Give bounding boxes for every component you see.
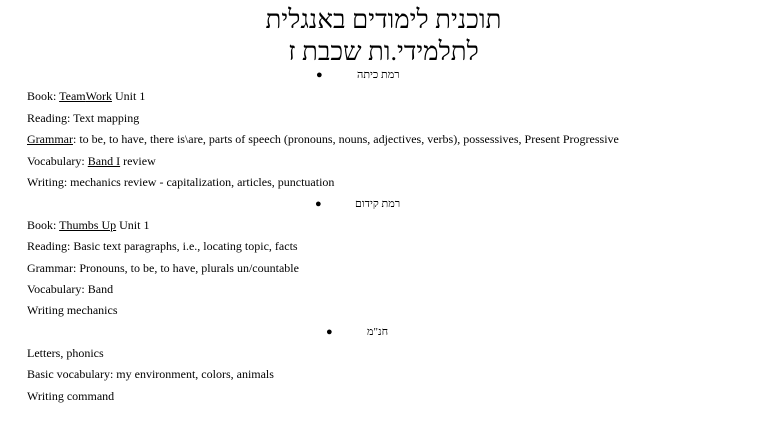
book-line: Book: TeamWork Unit 1 (27, 89, 146, 103)
reading-line: Reading: Text mapping (27, 111, 140, 125)
bullet-icon: ● (326, 326, 333, 338)
grammar-line: Grammar: to be, to have, there is\are, parts of speech (pronouns, nouns, adjectives, verbs), possessives, Present Progressive (27, 132, 619, 146)
writing-line: Writing command (27, 389, 115, 403)
section-level-label: רמת קידום (355, 198, 401, 210)
reading-line: Reading: Basic text paragraphs, i.e., locating topic, facts (27, 239, 298, 253)
letters-line: Letters, phonics (27, 346, 104, 360)
page-title-line-2: לתלמידי.ות שכבת ז (288, 37, 479, 66)
section-heading-1 (316, 67, 406, 83)
book-title: Thumbs Up (59, 218, 117, 232)
vocabulary-band: Band I (87, 154, 121, 168)
writing-line: Writing mechanics (27, 303, 118, 317)
vocabulary-line: Basic vocabulary: my environment, colors, animals (27, 367, 274, 381)
vocabulary-line: Vocabulary: Band I review (27, 154, 156, 168)
section-level-label: רמת כיתה (357, 69, 400, 81)
writing-line: Writing: mechanics review - capitalization, articles, punctuation (27, 175, 335, 189)
vocabulary-line: Vocabulary: Band (27, 282, 114, 296)
section-level-label: חנ"מ (367, 326, 389, 338)
page-title-line-1: תוכנית לימודים באנגלית (265, 5, 502, 34)
book-line: Book: Thumbs Up Unit 1 (27, 218, 150, 232)
bullet-icon: ● (315, 198, 322, 210)
book-title-part: Team (59, 89, 86, 103)
section-heading-2 (315, 196, 405, 212)
grammar-line: Grammar: Pronouns, to be, to have, plurals un/countable (27, 261, 299, 275)
section-heading-3 (326, 324, 396, 340)
bullet-icon: ● (316, 69, 323, 81)
grammar-label: Grammar (27, 132, 73, 146)
book-title-part: Work (85, 89, 112, 103)
